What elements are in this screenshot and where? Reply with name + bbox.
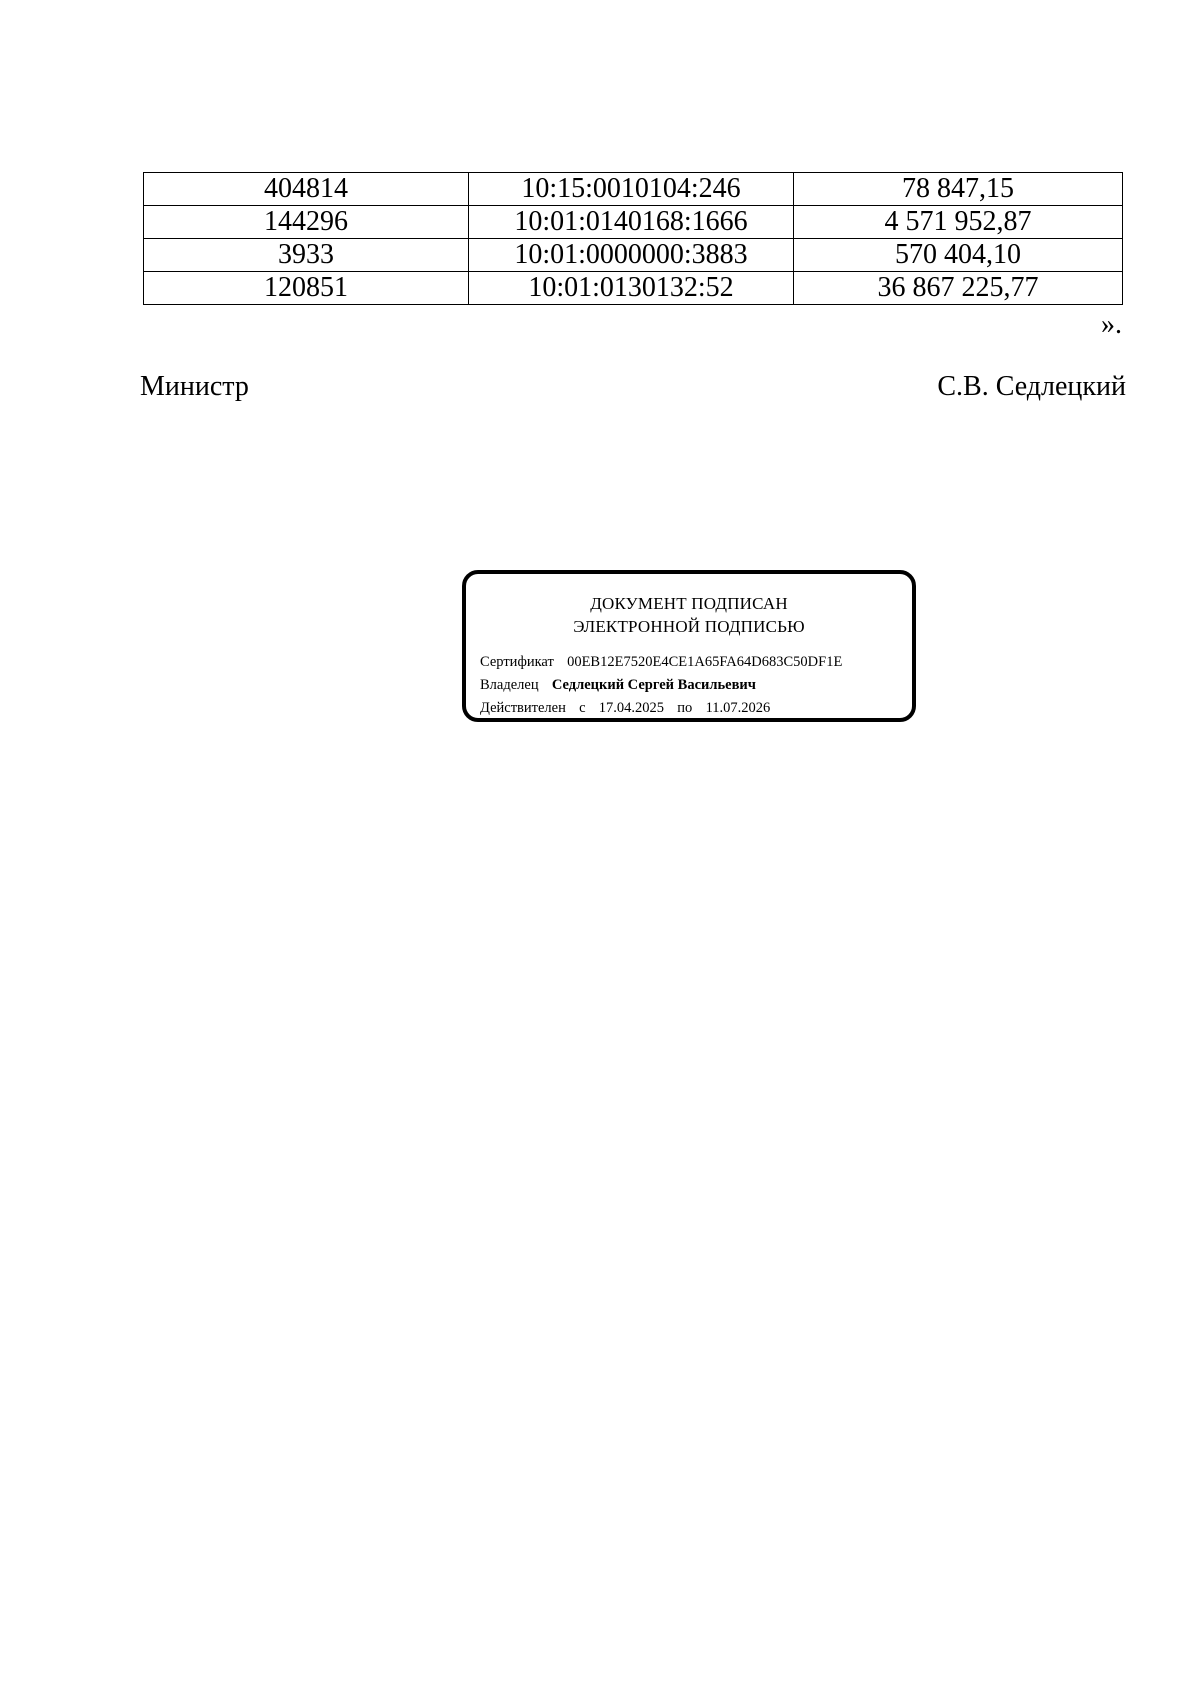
table-cell-value: 4 571 952,87 bbox=[794, 206, 1123, 239]
table-row bbox=[144, 206, 1123, 239]
owner-value: Седлецкий Сергей Васильевич bbox=[551, 677, 756, 693]
table-cell-value: 570 404,10 bbox=[794, 239, 1123, 272]
table-cell-cadastral-number: 10:01:0140168:1666 bbox=[469, 206, 794, 239]
table-cell-id: 120851 bbox=[144, 272, 469, 305]
valid-to-date: 11.07.2026 bbox=[705, 700, 771, 716]
land-plots-table bbox=[143, 172, 1123, 305]
valid-to-label: по bbox=[677, 700, 693, 716]
stamp-certificate-line bbox=[480, 652, 842, 672]
stamp-owner-line bbox=[480, 675, 756, 695]
table-cell-id: 404814 bbox=[144, 173, 469, 206]
stamp-validity-line bbox=[480, 698, 770, 718]
signer-name: С.В. Седлецкий bbox=[937, 371, 1126, 402]
table-cell-value: 36 867 225,77 bbox=[794, 272, 1123, 305]
valid-from-date: 17.04.2025 bbox=[598, 700, 665, 716]
table-cell-id: 144296 bbox=[144, 206, 469, 239]
table-row bbox=[144, 239, 1123, 272]
table-cell-id: 3933 bbox=[144, 239, 469, 272]
table-cell-cadastral-number: 10:01:0130132:52 bbox=[469, 272, 794, 305]
electronic-signature-stamp bbox=[462, 570, 916, 722]
valid-from-label: с bbox=[579, 700, 586, 716]
table-cell-cadastral-number: 10:01:0000000:3883 bbox=[469, 239, 794, 272]
valid-label: Действителен bbox=[480, 700, 566, 716]
signer-title: Министр bbox=[140, 371, 249, 402]
stamp-header bbox=[466, 592, 912, 638]
certificate-label: Сертификат bbox=[480, 654, 554, 670]
table-row bbox=[144, 272, 1123, 305]
stamp-header-line1: ДОКУМЕНТ ПОДПИСАН bbox=[590, 594, 788, 613]
stamp-header-line2: ЭЛЕКТРОННОЙ ПОДПИСЬЮ bbox=[573, 617, 805, 636]
table-cell-value: 78 847,15 bbox=[794, 173, 1123, 206]
table-row bbox=[144, 173, 1123, 206]
closing-quote: ». bbox=[1101, 309, 1122, 340]
certificate-value: 00EB12E7520E4CE1A65FA64D683C50DF1E bbox=[567, 654, 843, 670]
owner-label: Владелец bbox=[480, 677, 539, 693]
table-cell-cadastral-number: 10:15:0010104:246 bbox=[469, 173, 794, 206]
